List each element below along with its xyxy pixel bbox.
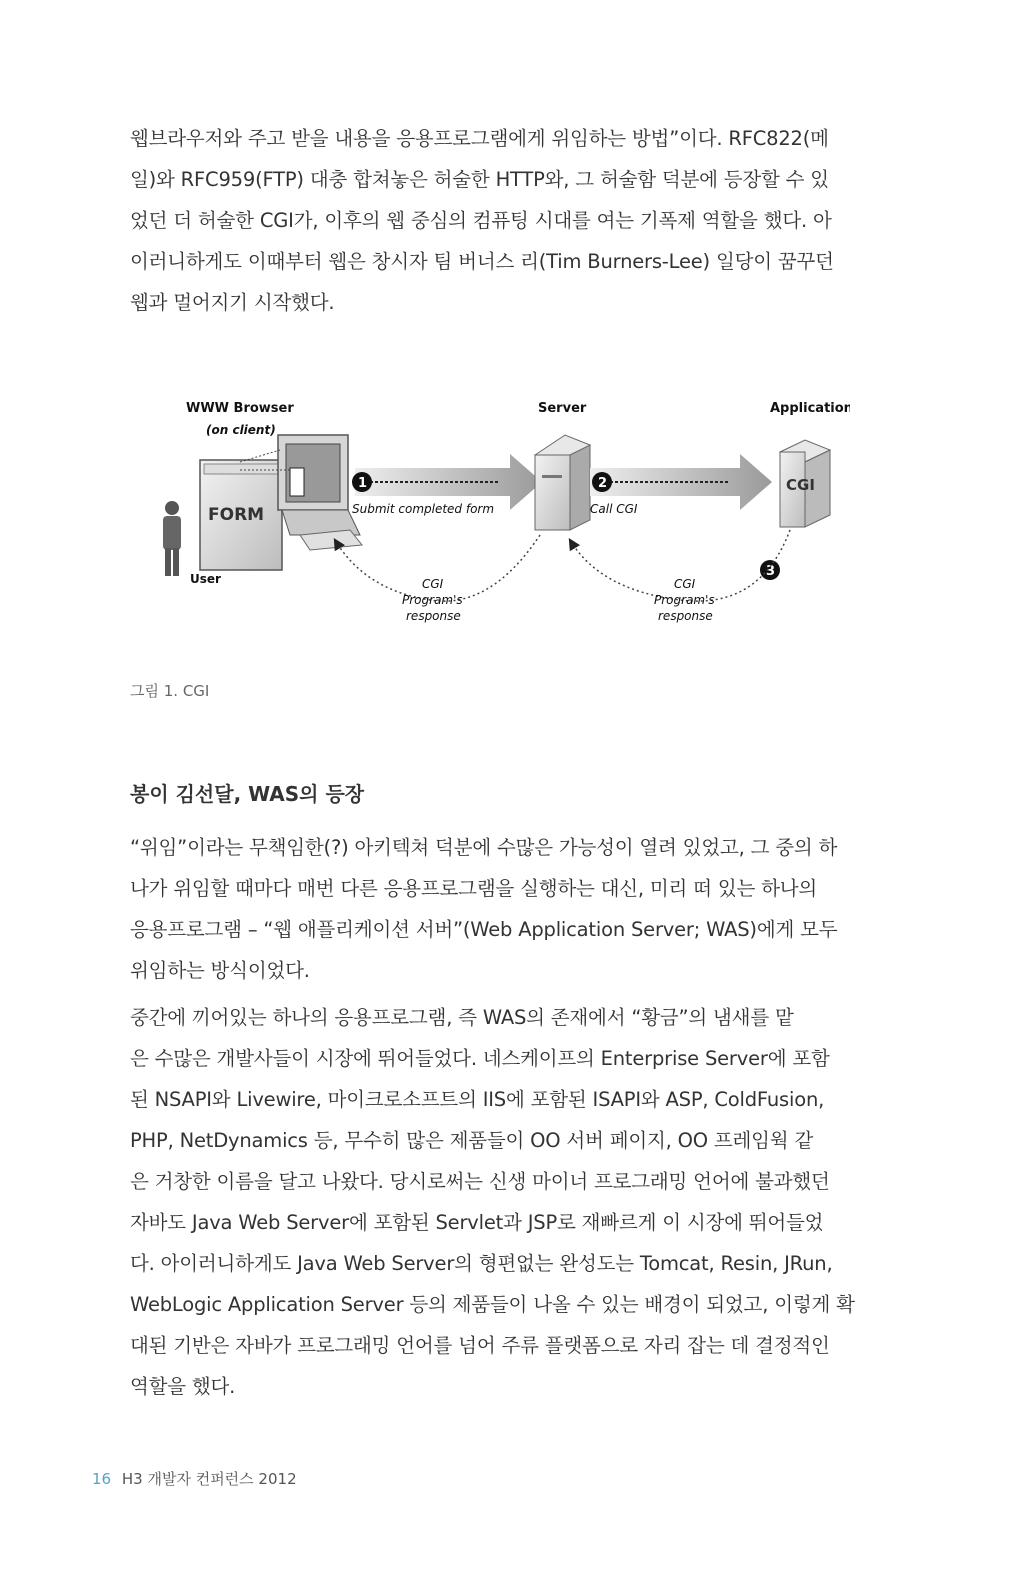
step3-number: 3 — [766, 564, 776, 579]
figure-caption: 그림 1. CGI — [130, 682, 210, 700]
text-line: “위임”이라는 무책임한(?) 아키텍쳐 덕분에 수많은 가능성이 열려 있었고, 그 중의 하 — [130, 836, 838, 859]
text-line: 었던 더 허술한 CGI가, 이후의 웹 중심의 컴퓨팅 시대를 여는 기폭제 역할을 했다. 아 — [130, 209, 832, 232]
response1-line1: CGI — [422, 577, 444, 591]
text-line: 은 수많은 개발사들이 시장에 뛰어들었다. 네스케이프의 Enterprise Server에 포함 — [130, 1047, 830, 1070]
page-footer — [92, 1468, 297, 1489]
text-line: 이러니하게도 이때부터 웹은 창시자 팀 버너스 리(Tim Burners-Lee) 일당이 꿈꾸던 — [130, 250, 834, 273]
response2-line3: response — [658, 609, 713, 623]
response1-line2: Program's — [402, 593, 463, 607]
response-curve-1 — [335, 535, 540, 601]
application-label: Application — [770, 401, 850, 416]
text-line: 웹과 멀어지기 시작했다. — [130, 291, 335, 314]
page-number: 16 — [92, 1470, 112, 1488]
step1-label: Submit completed form — [352, 502, 495, 516]
text-line: WebLogic Application Server 등의 제품들이 나올 수 있는 배경이 되었고, 이렇게 확 — [130, 1293, 855, 1316]
text-line: 된 NSAPI와 Livewire, 마이크로소프트의 IIS에 포함된 ISAPI와 ASP, ColdFusion, — [130, 1088, 825, 1111]
form-label: FORM — [208, 505, 265, 525]
browser-sublabel: (on client) — [206, 423, 276, 437]
footer-title: H3 개발자 컨퍼런스 2012 — [121, 1470, 297, 1488]
server-label: Server — [538, 401, 587, 416]
computer-icon — [278, 435, 362, 550]
cgi-diagram — [150, 390, 850, 640]
step2-label: Call CGI — [590, 502, 638, 516]
form-window-icon — [200, 460, 282, 570]
text-line: 은 거창한 이름을 달고 나왔다. 당시로써는 신생 마이너 프로그래밍 언어에 불과했던 — [130, 1170, 830, 1193]
text-line: 나가 위임할 때마다 매번 다른 응용프로그램을 실행하는 대신, 미리 떠 있는 하나의 — [130, 877, 818, 900]
text-line: 대된 기반은 자바가 프로그래밍 언어를 넘어 주류 플랫폼으로 자리 잡는 데 결정적인 — [130, 1334, 830, 1357]
text-line: 역할을 했다. — [130, 1375, 236, 1398]
step1-number: 1 — [358, 476, 368, 491]
cgi-box-label: CGI — [786, 476, 815, 494]
step2-number: 2 — [598, 476, 608, 491]
browser-label: WWW Browser — [186, 401, 294, 416]
intro-paragraph — [130, 118, 870, 323]
text-line: 응용프로그램 – “웹 애플리케이션 서버”(Web Application Server; WAS)에게 모두 — [130, 918, 838, 941]
was-paragraph-2 — [130, 997, 870, 1407]
user-icon — [163, 501, 181, 576]
user-label: User — [190, 572, 221, 586]
text-line: 자바도 Java Web Server에 포함된 Servlet과 JSP로 재빠르게 이 시장에 뛰어들었 — [130, 1211, 824, 1234]
text-line: 웹브라우저와 주고 받을 내용을 응용프로그램에게 위임하는 방법”이다. RFC822(메 — [130, 127, 829, 150]
text-line: 위임하는 방식이었다. — [130, 959, 310, 982]
text-line: 다. 아이러니하게도 Java Web Server의 형편없는 완성도는 Tomcat, Resin, JRun, — [130, 1252, 833, 1275]
was-paragraph-1 — [130, 827, 870, 991]
cgi-box-icon — [780, 440, 830, 527]
text-line: 중간에 끼어있는 하나의 응용프로그램, 즉 WAS의 존재에서 “황금”의 냄새를 맡 — [130, 1006, 794, 1029]
response1-line3: response — [406, 609, 461, 623]
text-line: PHP, NetDynamics 등, 무수히 많은 제품들이 OO 서버 페이지, OO 프레임웍 같 — [130, 1129, 814, 1152]
response2-line1: CGI — [674, 577, 696, 591]
text-line: 일)와 RFC959(FTP) 대충 합쳐놓은 허술한 HTTP와, 그 허술함 덕분에 등장할 수 있 — [130, 168, 829, 191]
response2-line2: Program's — [654, 593, 715, 607]
section-heading: 봉이 김선달, WAS의 등장 — [130, 782, 365, 806]
server-icon — [535, 435, 590, 530]
